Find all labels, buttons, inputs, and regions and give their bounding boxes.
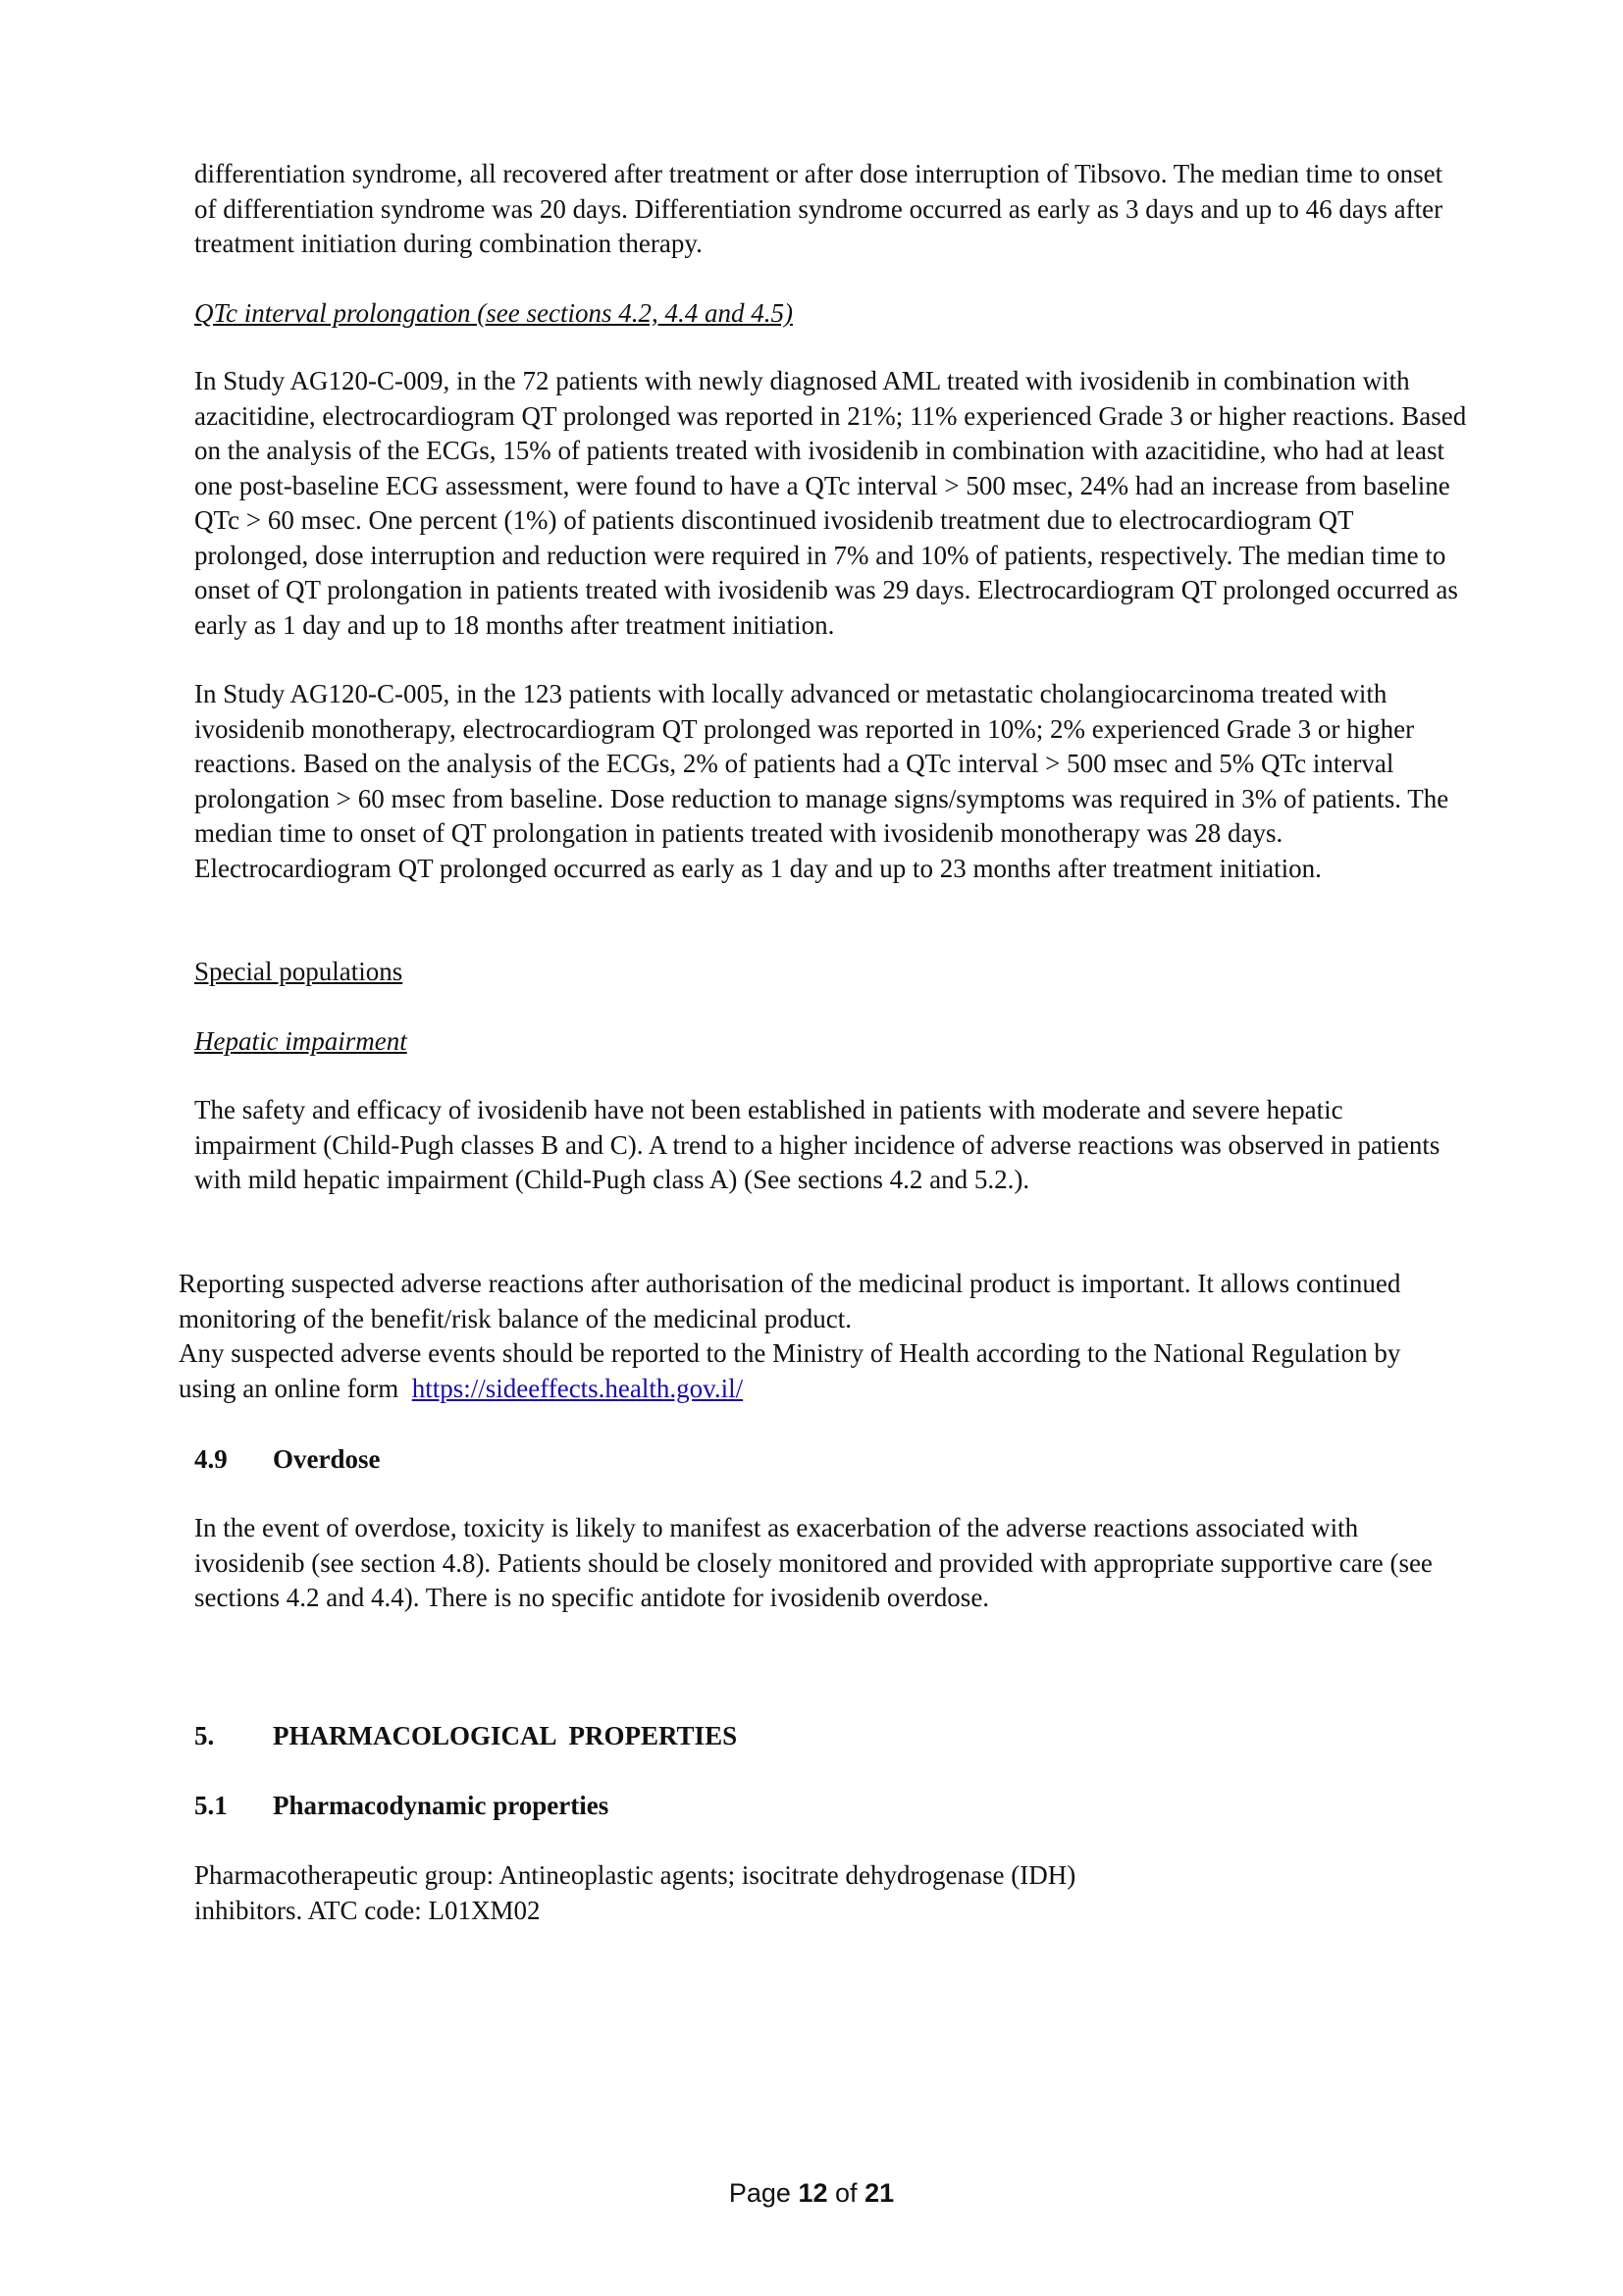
reporting-text-1: Reporting suspected adverse reactions after authorisation of the medicinal product is important. It allows continued monitoring of the benefit/risk balance of the medicinal product. (179, 1269, 1401, 1333)
qtc-subheading (194, 296, 1470, 332)
paragraph-text: In the event of overdose, toxicity is likely to manifest as exacerbation of the adverse reactions associated with ivosidenib (see section 4.8). Patients should be closely monitored and provided with appropriate supportive care (see sections 4.2 and 4.4). There is no specific antidote for ivosidenib overdose. (194, 1513, 1433, 1612)
paragraph-text: In Study AG120-C-005, in the 123 patients with locally advanced or metastatic cholangiocarcinoma treated with ivosidenib monotherapy, electrocardiogram QT prolonged was reported in 10%; 2% experienced Grade 3 or higher reactions. Based on the analysis of the ECGs, 2% of patients had a QTc interval > 500 msec and 5% QTc interval prolongation > 60 msec from baseline. Dose reduction to manage signs/symptoms was required in 3% of patients. The median time to onset of QT prolongation in patients treated with ivosidenib monotherapy was 28 days. Electrocardiogram QT prolonged occurred as early as 1 day and up to 23 months after treatment initiation. (194, 679, 1449, 883)
footer-prefix: Page (728, 2178, 791, 2208)
paragraph-text: Pharmacotherapeutic group: Antineoplastic agents; isocitrate dehydrogenase (IDH) inhibitors. ATC code: L01XM02 (194, 1860, 1076, 1925)
paragraph-differentiation-syndrome (194, 157, 1470, 262)
paragraph-hepatic (194, 1093, 1470, 1198)
section-number: 4.9 (194, 1444, 228, 1474)
page-footer (0, 2176, 1623, 2210)
special-populations-subheading (194, 955, 1470, 990)
footer-of: of (835, 2178, 858, 2208)
section-number: 5. (194, 1721, 215, 1750)
paragraph-study-009 (194, 364, 1470, 643)
special-populations-text: Special populations (194, 957, 403, 986)
qtc-subheading-text: QTc interval prolongation (see sections 4.2, 4.4 and 4.5) (194, 298, 793, 328)
paragraph-text: differentiation syndrome, all recovered after treatment or after dose interruption of Tibsovo. The median time to onset of differentiation syndrome was 20 days. Differentiation syndrome occurred as early as 3 days and up to 46 days after treatment initiation during combination therapy. (194, 159, 1443, 258)
reporting-text-2: Any suspected adverse events should be reported to the Ministry of Health according to the National Regulation by using an online form (179, 1338, 1401, 1403)
section-number: 5.1 (194, 1791, 228, 1820)
hepatic-impairment-subheading (194, 1024, 1470, 1060)
footer-current-page: 12 (798, 2178, 828, 2208)
paragraph-text: In Study AG120-C-009, in the 72 patients with newly diagnosed AML treated with ivosidenib in combination with azacitidine, electrocardiogram QT prolonged was reported in 21%; 11% experienced Grade 3 or higher reactions. Based on the analysis of the ECGs, 15% of patients treated with ivosidenib in combination with azacitidine, who had at least one post-baseline ECG assessment, were found to have a QTc interval > 500 msec, 24% had an increase from baseline QTc > 60 msec. One percent (1%) of patients discontinued ivosidenib treatment due to electrocardiogram QT prolonged, dose interruption and reduction were required in 7% and 10% of patients, respectively. The median time to onset of QT prolongation in patients treated with ivosidenib was 29 days. Electrocardiogram QT prolonged occurred as early as 1 day and up to 18 months after treatment initiation. (194, 366, 1467, 640)
paragraph-study-005 (194, 677, 1470, 886)
paragraph-reporting (179, 1267, 1454, 1406)
section-title: Pharmacodynamic properties (273, 1791, 609, 1820)
paragraph-pharmacotherapeutic-group (194, 1858, 1176, 1928)
footer-total-pages: 21 (864, 2178, 895, 2208)
section-title: Overdose (273, 1444, 381, 1474)
reporting-link[interactable]: https://sideeffects.health.gov.il/ (411, 1373, 744, 1403)
paragraph-text: The safety and efficacy of ivosidenib have not been established in patients with moderate and severe hepatic impairment (Child-Pugh classes B and C). A trend to a higher incidence of adverse reactions was observed in patients with mild hepatic impairment (Child-Pugh class A) (See sections 4.2 and 5.2.). (194, 1095, 1440, 1194)
paragraph-overdose (194, 1511, 1470, 1616)
section-title: PHARMACOLOGICAL PROPERTIES (273, 1721, 738, 1750)
hepatic-impairment-text: Hepatic impairment (194, 1026, 407, 1056)
